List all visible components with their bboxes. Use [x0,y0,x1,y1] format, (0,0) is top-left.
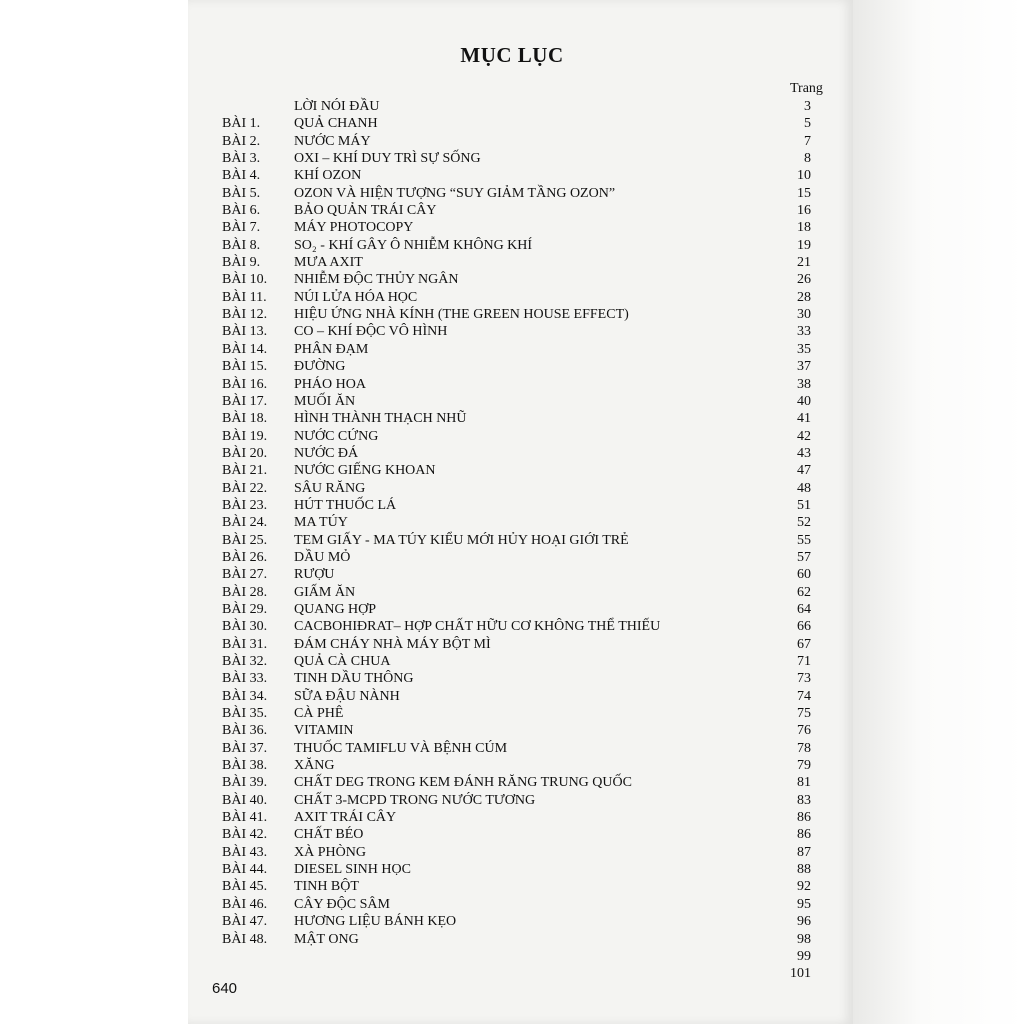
toc-entry-label: BÀI 42. [222,827,268,843]
toc-entry-label: BÀI 20. [222,445,268,461]
toc-entry [0,376,1024,393]
toc-entry-page: 28 [797,289,811,305]
toc-entry-label: BÀI 3. [222,151,261,167]
toc-entry-title: BẢO QUẢN TRÁI CÂY [294,203,437,219]
toc-entry-title: OXI – KHÍ DUY TRÌ SỰ SỐNG [294,151,481,167]
toc-entry-label: BÀI 44. [222,862,268,878]
toc-entry-page: 64 [797,601,811,617]
toc-entry-page: 21 [797,255,811,271]
toc-entry [0,931,1024,948]
toc-entry-page: 7 [804,133,811,149]
toc-entry-label: BÀI 28. [222,584,268,600]
toc-entry [0,584,1024,601]
toc-entry-label: BÀI 39. [222,775,268,791]
toc-entry-title: LỜI NÓI ĐẦU [294,99,380,114]
toc-entry-label: BÀI 10. [222,272,268,288]
toc-entry [0,913,1024,930]
toc-entry-page: 30 [797,307,811,323]
toc-entry [0,428,1024,445]
toc-entry-label: BÀI 13. [222,324,268,340]
toc-entry-label: BÀI 6. [222,203,261,219]
toc-entry-title: CO – KHÍ ĐỘC VÔ HÌNH [294,324,448,340]
toc-entry-page: 86 [797,810,811,826]
toc-entry-title: CHẤT BÉO [294,827,364,843]
toc-entry-title: DIESEL SINH HỌC [294,862,411,878]
toc-entry [0,670,1024,687]
toc-entry-page: 55 [797,532,811,548]
toc-entry-page: 66 [797,619,811,635]
toc-entry-title: QUẢ CHANH [294,116,378,132]
toc-entry-label: BÀI 30. [222,619,268,635]
toc-entry-title: OZON VÀ HIỆN TƯỢNG “SUY GIẢM TẦNG OZON” [294,185,616,201]
toc-entry-title: NƯỚC MÁY [294,133,371,149]
toc-entry-title: QUANG HỢP [294,601,377,617]
toc-entry [0,115,1024,132]
toc-entry-label: BÀI 4. [222,168,261,184]
toc-entry-page: 73 [797,671,811,687]
toc-entry-label: BÀI 8. [222,237,261,253]
toc-entry-label: BÀI 16. [222,376,268,392]
toc-entry-label: BÀI 34. [222,688,268,704]
toc-entry [0,150,1024,167]
toc-entry-label: BÀI 36. [222,723,268,739]
toc-entry-page: 18 [797,220,811,236]
toc-entry-label: BÀI 48. [222,931,268,947]
toc-entry-page: 78 [797,740,811,756]
toc-entry [0,514,1024,531]
toc-entry-page: 26 [797,272,811,288]
toc-entry-page: 95 [797,896,811,912]
toc-entry [0,844,1024,861]
toc-entry-title: TINH BỘT [294,879,359,895]
toc-entry-title: NHIỄM ĐỘC THỦY NGÂN [294,272,459,288]
toc-entry-page: 42 [797,428,811,444]
toc-entry-page: 60 [797,567,811,583]
toc-entry-title: HÚT THUỐC LÁ [294,497,397,513]
toc-entry [0,410,1024,427]
toc-entry-page: 86 [797,827,811,843]
toc-entry [0,653,1024,670]
toc-entry-label: BÀI 32. [222,654,268,669]
toc-entry-page: 99 [797,948,811,964]
toc-entry-title: THUỐC TAMIFLU VÀ BỆNH CÚM [294,740,508,756]
toc-entry [0,98,1024,115]
toc-entry-page: 48 [797,480,811,496]
toc-entry-label: BÀI 35. [222,706,268,722]
toc-entry-title: HÌNH THÀNH THẠCH NHŨ [294,411,467,427]
toc-entry-page: 81 [797,775,811,791]
toc-entry-page: 71 [797,654,811,669]
toc-entry-page: 67 [797,636,811,652]
toc-entry-page: 79 [797,758,811,774]
toc-entry-label: BÀI 37. [222,740,268,756]
toc-entry [0,688,1024,705]
toc-entry [0,323,1024,340]
toc-entry-label: BÀI 14. [222,341,268,357]
toc-entry-label: BÀI 2. [222,133,261,149]
toc-entry [0,532,1024,549]
toc-entry-label: BÀI 1. [222,116,261,132]
toc-entry-title: CHẤT DEG TRONG KEM ĐÁNH RĂNG TRUNG QUỐC [294,775,632,791]
toc-entry-title: KHÍ OZON [294,168,362,184]
toc-entry-page: 5 [804,116,811,132]
toc-entry-label: BÀI 45. [222,879,268,895]
toc-entry-page: 88 [797,862,811,878]
toc-entry-label: BÀI 11. [222,289,267,305]
toc-entry-page: 74 [797,688,811,704]
toc-entry-title: SO₂ - KHÍ GÂY Ô NHIỄM KHÔNG KHÍ [294,237,533,253]
toc-entry [0,601,1024,618]
toc-entry-title: CACBOHIĐRAT– HỢP CHẤT HỮU CƠ KHÔNG THỂ THIẾU [294,619,661,635]
toc-entry-title: HIỆU ỨNG NHÀ KÍNH (THE GREEN HOUSE EFFECT) [294,307,629,323]
toc-entry-page: 10 [797,168,811,184]
toc-entry-label: BÀI 18. [222,411,268,427]
toc-entry-label: BÀI 40. [222,792,268,808]
page-number: 640 [212,980,238,997]
toc-entry-title: ĐƯỜNG [294,359,346,375]
toc-entry [0,618,1024,635]
toc-entry [0,185,1024,202]
toc-entry-page: 40 [797,393,811,409]
toc-entry-title: QUẢ CÀ CHUA [294,654,391,669]
page-column-header: Trang [790,81,823,96]
toc-entry-label: BÀI 17. [222,393,268,409]
toc-entry [0,965,1024,982]
toc-entry-title: PHÂN ĐẠM [294,341,369,357]
toc-entry-title: SỮA ĐẬU NÀNH [294,688,400,704]
toc-entry-page: 75 [797,706,811,722]
toc-entry-page: 57 [797,549,811,565]
toc-entry [0,167,1024,184]
toc-entry-title: NƯỚC GIẾNG KHOAN [294,463,436,479]
toc-entry [0,549,1024,566]
toc-entry-page: 51 [797,497,811,513]
toc-entry-label: BÀI 15. [222,359,268,375]
table-of-contents [0,98,1024,983]
toc-entry-label: BÀI 7. [222,220,261,236]
toc-entry [0,861,1024,878]
toc-entry [0,740,1024,757]
toc-entry-title: MA TÚY [294,515,348,531]
toc-entry-title: NÚI LỬA HÓA HỌC [294,289,418,305]
toc-entry [0,896,1024,913]
toc-entry [0,636,1024,653]
toc-entry [0,219,1024,236]
toc-entry-page: 96 [797,914,811,930]
toc-entry-page: 43 [797,445,811,461]
toc-entry-label: BÀI 12. [222,307,268,323]
toc-entry-label: BÀI 25. [222,532,268,548]
toc-entry-page: 101 [790,966,811,982]
toc-entry-label: BÀI 29. [222,601,268,617]
toc-entry-title: AXIT TRÁI CÂY [294,810,397,826]
toc-entry-title: XÀ PHÒNG [294,844,366,860]
toc-entry-label: BÀI 24. [222,515,268,531]
toc-entry-page: 76 [797,723,811,739]
toc-entry-label: BÀI 5. [222,185,261,201]
toc-entry-page: 35 [797,341,811,357]
toc-entry-title: MƯA AXIT [294,255,363,271]
toc-entry-title: MUỐI ĂN [294,393,356,409]
toc-entry [0,202,1024,219]
toc-entry-title: TEM GIẤY - MA TÚY KIỂU MỚI HỦY HOẠI GIỚI TRẺ [294,532,629,548]
toc-entry [0,809,1024,826]
toc-entry-title: CÀ PHÊ [294,706,344,722]
toc-entry-title: PHÁO HOA [294,376,366,392]
toc-entry [0,254,1024,271]
toc-entry-label: BÀI 23. [222,497,268,513]
toc-entry [0,826,1024,843]
toc-entry-title: CHẤT 3-MCPD TRONG NƯỚC TƯƠNG [294,792,536,808]
toc-entry-title: GIẤM ĂN [294,584,356,600]
toc-entry-title: ĐÁM CHÁY NHÀ MÁY BỘT MÌ [294,636,491,652]
toc-entry-page: 92 [797,879,811,895]
toc-entry-page: 37 [797,359,811,375]
toc-entry [0,774,1024,791]
page-title: MỤC LỤC [460,43,564,67]
toc-entry [0,289,1024,306]
toc-entry-page: 47 [797,463,811,479]
toc-entry [0,566,1024,583]
toc-entry-page: 41 [797,411,811,427]
toc-entry-label: BÀI 43. [222,844,268,860]
toc-entry-page: 8 [804,151,811,167]
toc-entry-page: 16 [797,203,811,219]
toc-entry-label: BÀI 31. [222,636,268,652]
toc-entry [0,237,1024,254]
toc-entry-label: BÀI 33. [222,671,268,687]
toc-entry-label: BÀI 47. [222,914,268,930]
toc-entry-title: CÂY ĐỘC SÂM [294,896,390,912]
toc-entry-title: RƯỢU [294,567,335,583]
toc-entry-label: BÀI 46. [222,896,268,912]
toc-entry-label: BÀI 38. [222,758,268,774]
toc-entry-title: HƯƠNG LIỆU BÁNH KẸO [294,914,457,930]
toc-entry [0,393,1024,410]
toc-entry-title: XĂNG [294,758,335,774]
toc-entry-title: NƯỚC ĐÁ [294,445,359,461]
toc-entry-page: 33 [797,324,811,340]
toc-entry-label: BÀI 21. [222,463,268,479]
toc-entry-page: 83 [797,792,811,808]
toc-entry-label: BÀI 27. [222,567,268,583]
toc-entry [0,133,1024,150]
toc-entry [0,948,1024,965]
toc-entry-label: BÀI 26. [222,549,268,565]
toc-entry [0,306,1024,323]
toc-entry [0,722,1024,739]
toc-entry [0,462,1024,479]
toc-entry-label: BÀI 9. [222,255,261,271]
toc-entry-title: MÁY PHOTOCOPY [294,220,414,236]
toc-entry-title: VITAMIN [294,723,354,739]
toc-entry-page: 87 [797,844,811,860]
toc-entry [0,878,1024,895]
toc-entry-title: NƯỚC CỨNG [294,428,379,444]
toc-entry-label: BÀI 19. [222,428,268,444]
toc-entry-title: TINH DẦU THÔNG [294,671,414,687]
toc-entry-page: 62 [797,584,811,600]
toc-entry-title: MẬT ONG [294,931,359,947]
toc-entry-label: BÀI 41. [222,810,268,826]
toc-entry-page: 38 [797,376,811,392]
toc-entry [0,358,1024,375]
toc-entry [0,757,1024,774]
toc-entry [0,497,1024,514]
toc-entry-page: 15 [797,185,811,201]
toc-entry-title: DẦU MỎ [294,549,351,565]
toc-entry-title: SÂU RĂNG [294,480,366,496]
toc-entry-page: 19 [797,237,811,253]
toc-entry [0,705,1024,722]
toc-entry-page: 3 [804,99,811,114]
toc-entry-page: 52 [797,515,811,531]
toc-entry [0,445,1024,462]
toc-entry [0,271,1024,288]
toc-entry-page: 98 [797,931,811,947]
toc-entry-label: BÀI 22. [222,480,268,496]
toc-entry [0,480,1024,497]
toc-entry [0,341,1024,358]
toc-entry [0,792,1024,809]
